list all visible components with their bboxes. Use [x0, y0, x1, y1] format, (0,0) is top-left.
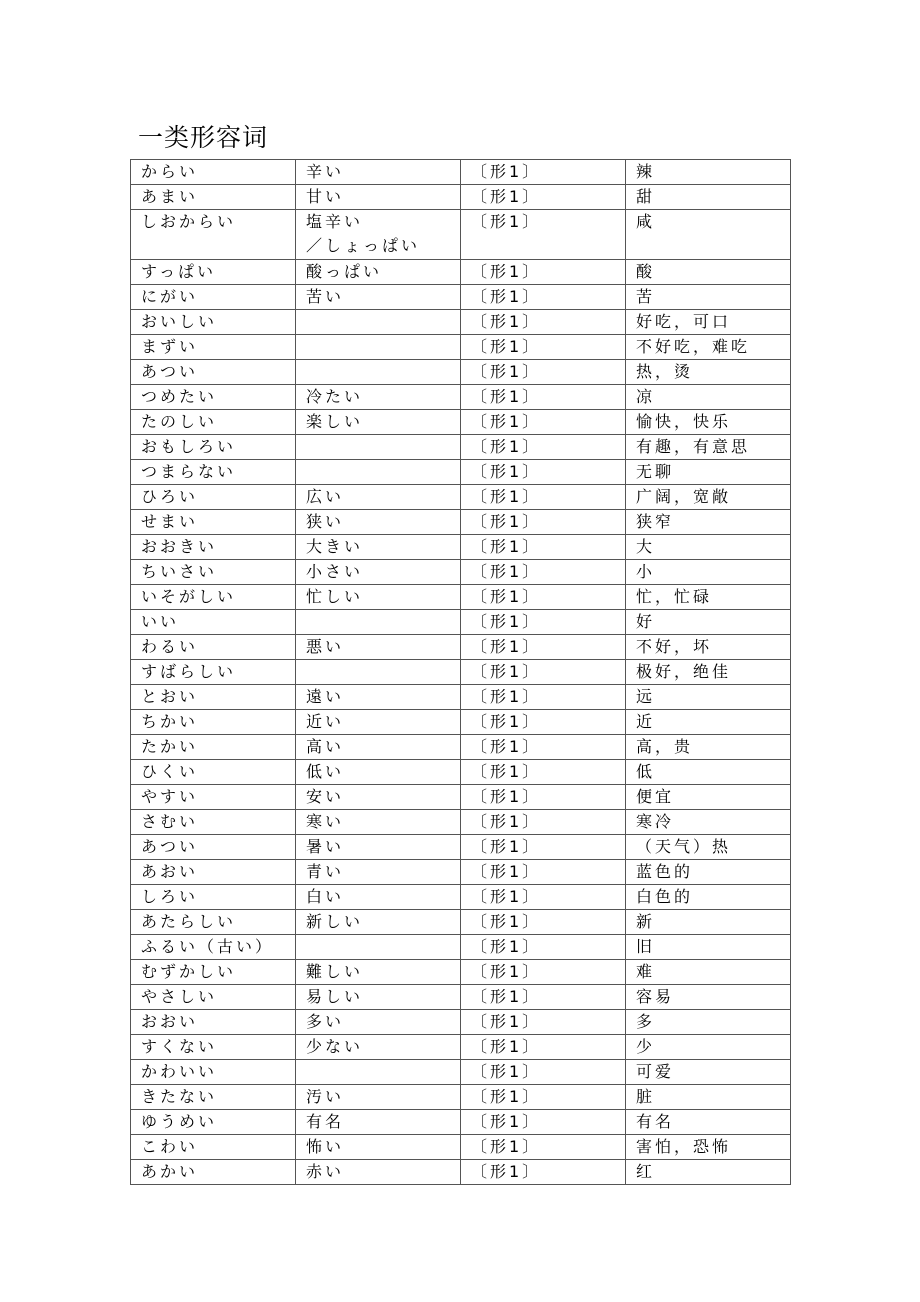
table-row — [131, 610, 791, 635]
meaning-cell: （天气）热 — [626, 835, 791, 860]
kanji-cell — [296, 935, 461, 960]
pos-cell: 〔形1〕 — [461, 660, 626, 685]
reading-cell: むずかしい — [131, 960, 296, 985]
meaning-cell: 红 — [626, 1160, 791, 1185]
pos-cell: 〔形1〕 — [461, 885, 626, 910]
pos-cell: 〔形1〕 — [461, 1060, 626, 1085]
pos-cell: 〔形1〕 — [461, 1160, 626, 1185]
table-row — [131, 385, 791, 410]
table-row — [131, 735, 791, 760]
table-row — [131, 410, 791, 435]
pos-cell: 〔形1〕 — [461, 935, 626, 960]
table-row — [131, 535, 791, 560]
kanji-cell: 汚い — [296, 1085, 461, 1110]
reading-cell: わるい — [131, 635, 296, 660]
kanji-cell — [296, 460, 461, 485]
pos-cell: 〔形1〕 — [461, 760, 626, 785]
pos-cell: 〔形1〕 — [461, 985, 626, 1010]
meaning-cell: 苦 — [626, 285, 791, 310]
meaning-cell: 咸 — [626, 210, 791, 260]
table-row — [131, 185, 791, 210]
reading-cell: ちいさい — [131, 560, 296, 585]
reading-cell: かわいい — [131, 1060, 296, 1085]
meaning-cell: 低 — [626, 760, 791, 785]
reading-cell: いい — [131, 610, 296, 635]
reading-cell: あかい — [131, 1160, 296, 1185]
pos-cell: 〔形1〕 — [461, 335, 626, 360]
kanji-cell — [296, 335, 461, 360]
pos-cell: 〔形1〕 — [461, 685, 626, 710]
reading-cell: おいしい — [131, 310, 296, 335]
kanji-cell: 近い — [296, 710, 461, 735]
kanji-cell: 小さい — [296, 560, 461, 585]
meaning-cell: 好 — [626, 610, 791, 635]
kanji-cell: 高い — [296, 735, 461, 760]
kanji-cell: 低い — [296, 760, 461, 785]
reading-cell: からい — [131, 160, 296, 185]
kanji-cell: 楽しい — [296, 410, 461, 435]
kanji-cell: 多い — [296, 1010, 461, 1035]
meaning-cell: 热，烫 — [626, 360, 791, 385]
table-row — [131, 910, 791, 935]
pos-cell: 〔形1〕 — [461, 1035, 626, 1060]
reading-cell: すくない — [131, 1035, 296, 1060]
kanji-cell — [296, 660, 461, 685]
pos-cell: 〔形1〕 — [461, 910, 626, 935]
table-row — [131, 785, 791, 810]
meaning-cell: 小 — [626, 560, 791, 585]
table-row — [131, 710, 791, 735]
reading-cell: あまい — [131, 185, 296, 210]
kanji-cell — [296, 310, 461, 335]
kanji-cell: 怖い — [296, 1135, 461, 1160]
pos-cell: 〔形1〕 — [461, 560, 626, 585]
reading-cell: たかい — [131, 735, 296, 760]
table-row — [131, 210, 791, 260]
kanji-cell: 新しい — [296, 910, 461, 935]
table-row — [131, 585, 791, 610]
table-row — [131, 860, 791, 885]
table-row — [131, 360, 791, 385]
meaning-cell: 辣 — [626, 160, 791, 185]
table-row — [131, 885, 791, 910]
table-row — [131, 1160, 791, 1185]
meaning-cell: 白色的 — [626, 885, 791, 910]
pos-cell: 〔形1〕 — [461, 385, 626, 410]
table-row — [131, 660, 791, 685]
table-row — [131, 1010, 791, 1035]
reading-cell: つまらない — [131, 460, 296, 485]
reading-cell: ちかい — [131, 710, 296, 735]
kanji-cell: 甘い — [296, 185, 461, 210]
pos-cell: 〔形1〕 — [461, 785, 626, 810]
meaning-cell: 新 — [626, 910, 791, 935]
meaning-cell: 有名 — [626, 1110, 791, 1135]
kanji-cell: 酸っぱい — [296, 260, 461, 285]
reading-cell: こわい — [131, 1135, 296, 1160]
meaning-cell: 难 — [626, 960, 791, 985]
kanji-cell: 暑い — [296, 835, 461, 860]
kanji-cell: 冷たい — [296, 385, 461, 410]
pos-cell: 〔形1〕 — [461, 460, 626, 485]
kanji-cell: 寒い — [296, 810, 461, 835]
pos-cell: 〔形1〕 — [461, 635, 626, 660]
table-row — [131, 260, 791, 285]
meaning-cell: 高，贵 — [626, 735, 791, 760]
table-row — [131, 560, 791, 585]
pos-cell: 〔形1〕 — [461, 710, 626, 735]
meaning-cell: 凉 — [626, 385, 791, 410]
reading-cell: つめたい — [131, 385, 296, 410]
table-row — [131, 960, 791, 985]
meaning-cell: 愉快，快乐 — [626, 410, 791, 435]
meaning-cell: 狭窄 — [626, 510, 791, 535]
kanji-cell: 難しい — [296, 960, 461, 985]
table-row — [131, 335, 791, 360]
meaning-cell: 酸 — [626, 260, 791, 285]
reading-cell: いそがしい — [131, 585, 296, 610]
table-row — [131, 635, 791, 660]
meaning-cell: 有趣，有意思 — [626, 435, 791, 460]
meaning-cell: 脏 — [626, 1085, 791, 1110]
reading-cell: しおからい — [131, 210, 296, 260]
meaning-cell: 容易 — [626, 985, 791, 1010]
pos-cell: 〔形1〕 — [461, 285, 626, 310]
reading-cell: たのしい — [131, 410, 296, 435]
pos-cell: 〔形1〕 — [461, 610, 626, 635]
kanji-cell: 広い — [296, 485, 461, 510]
reading-cell: すばらしい — [131, 660, 296, 685]
pos-cell: 〔形1〕 — [461, 810, 626, 835]
reading-cell: すっぱい — [131, 260, 296, 285]
table-row — [131, 310, 791, 335]
reading-cell: ひくい — [131, 760, 296, 785]
pos-cell: 〔形1〕 — [461, 1085, 626, 1110]
meaning-cell: 不好，坏 — [626, 635, 791, 660]
pos-cell: 〔形1〕 — [461, 410, 626, 435]
kanji-cell — [296, 610, 461, 635]
table-row — [131, 1110, 791, 1135]
pos-cell: 〔形1〕 — [461, 360, 626, 385]
meaning-cell: 远 — [626, 685, 791, 710]
table-row — [131, 935, 791, 960]
table-row — [131, 160, 791, 185]
pos-cell: 〔形1〕 — [461, 1110, 626, 1135]
pos-cell: 〔形1〕 — [461, 185, 626, 210]
pos-cell: 〔形1〕 — [461, 310, 626, 335]
reading-cell: しろい — [131, 885, 296, 910]
reading-cell: あおい — [131, 860, 296, 885]
kanji-cell: 有名 — [296, 1110, 461, 1135]
pos-cell: 〔形1〕 — [461, 735, 626, 760]
table-row — [131, 285, 791, 310]
table-row — [131, 460, 791, 485]
pos-cell: 〔形1〕 — [461, 435, 626, 460]
kanji-cell: 赤い — [296, 1160, 461, 1185]
kanji-cell: 苦い — [296, 285, 461, 310]
table-row — [131, 510, 791, 535]
table-row — [131, 985, 791, 1010]
reading-cell: あたらしい — [131, 910, 296, 935]
pos-cell: 〔形1〕 — [461, 1135, 626, 1160]
pos-cell: 〔形1〕 — [461, 485, 626, 510]
table-row — [131, 1085, 791, 1110]
meaning-cell: 便宜 — [626, 785, 791, 810]
reading-cell: きたない — [131, 1085, 296, 1110]
table-row — [131, 1060, 791, 1085]
reading-cell: ひろい — [131, 485, 296, 510]
pos-cell: 〔形1〕 — [461, 960, 626, 985]
pos-cell: 〔形1〕 — [461, 210, 626, 260]
vocabulary-table-body — [131, 160, 791, 1185]
pos-cell: 〔形1〕 — [461, 510, 626, 535]
reading-cell: おもしろい — [131, 435, 296, 460]
pos-cell: 〔形1〕 — [461, 860, 626, 885]
page-title: 一类形容词 — [138, 123, 269, 152]
meaning-cell: 不好吃，难吃 — [626, 335, 791, 360]
reading-cell: まずい — [131, 335, 296, 360]
pos-cell: 〔形1〕 — [461, 585, 626, 610]
table-row — [131, 1035, 791, 1060]
reading-cell: おおい — [131, 1010, 296, 1035]
kanji-cell — [296, 1060, 461, 1085]
kanji-cell: 辛い — [296, 160, 461, 185]
kanji-cell: 塩辛い ／しょっぱい — [296, 210, 461, 260]
kanji-cell: 忙しい — [296, 585, 461, 610]
table-row — [131, 485, 791, 510]
meaning-cell: 害怕，恐怖 — [626, 1135, 791, 1160]
reading-cell: ゆうめい — [131, 1110, 296, 1135]
meaning-cell: 甜 — [626, 185, 791, 210]
meaning-cell: 多 — [626, 1010, 791, 1035]
table-row — [131, 435, 791, 460]
reading-cell: やすい — [131, 785, 296, 810]
kanji-cell: 悪い — [296, 635, 461, 660]
kanji-cell: 白い — [296, 885, 461, 910]
pos-cell: 〔形1〕 — [461, 1010, 626, 1035]
kanji-cell: 大きい — [296, 535, 461, 560]
meaning-cell: 蓝色的 — [626, 860, 791, 885]
kanji-cell — [296, 435, 461, 460]
meaning-cell: 无聊 — [626, 460, 791, 485]
reading-cell: おおきい — [131, 535, 296, 560]
reading-cell: にがい — [131, 285, 296, 310]
reading-cell: ふるい（古い） — [131, 935, 296, 960]
meaning-cell: 少 — [626, 1035, 791, 1060]
meaning-cell: 旧 — [626, 935, 791, 960]
kanji-cell: 青い — [296, 860, 461, 885]
meaning-cell: 忙，忙碌 — [626, 585, 791, 610]
vocabulary-table — [130, 159, 791, 1185]
table-row — [131, 760, 791, 785]
reading-cell: あつい — [131, 360, 296, 385]
meaning-cell: 寒冷 — [626, 810, 791, 835]
table-row — [131, 810, 791, 835]
reading-cell: さむい — [131, 810, 296, 835]
reading-cell: やさしい — [131, 985, 296, 1010]
meaning-cell: 可爱 — [626, 1060, 791, 1085]
reading-cell: あつい — [131, 835, 296, 860]
reading-cell: せまい — [131, 510, 296, 535]
kanji-cell: 安い — [296, 785, 461, 810]
meaning-cell: 广阔，宽敞 — [626, 485, 791, 510]
meaning-cell: 极好，绝佳 — [626, 660, 791, 685]
kanji-cell — [296, 360, 461, 385]
pos-cell: 〔形1〕 — [461, 535, 626, 560]
kanji-cell: 少ない — [296, 1035, 461, 1060]
meaning-cell: 近 — [626, 710, 791, 735]
kanji-cell: 遠い — [296, 685, 461, 710]
pos-cell: 〔形1〕 — [461, 260, 626, 285]
pos-cell: 〔形1〕 — [461, 835, 626, 860]
table-row — [131, 685, 791, 710]
table-row — [131, 1135, 791, 1160]
meaning-cell: 大 — [626, 535, 791, 560]
kanji-cell: 狭い — [296, 510, 461, 535]
pos-cell: 〔形1〕 — [461, 160, 626, 185]
table-row — [131, 835, 791, 860]
reading-cell: とおい — [131, 685, 296, 710]
meaning-cell: 好吃，可口 — [626, 310, 791, 335]
kanji-cell: 易しい — [296, 985, 461, 1010]
